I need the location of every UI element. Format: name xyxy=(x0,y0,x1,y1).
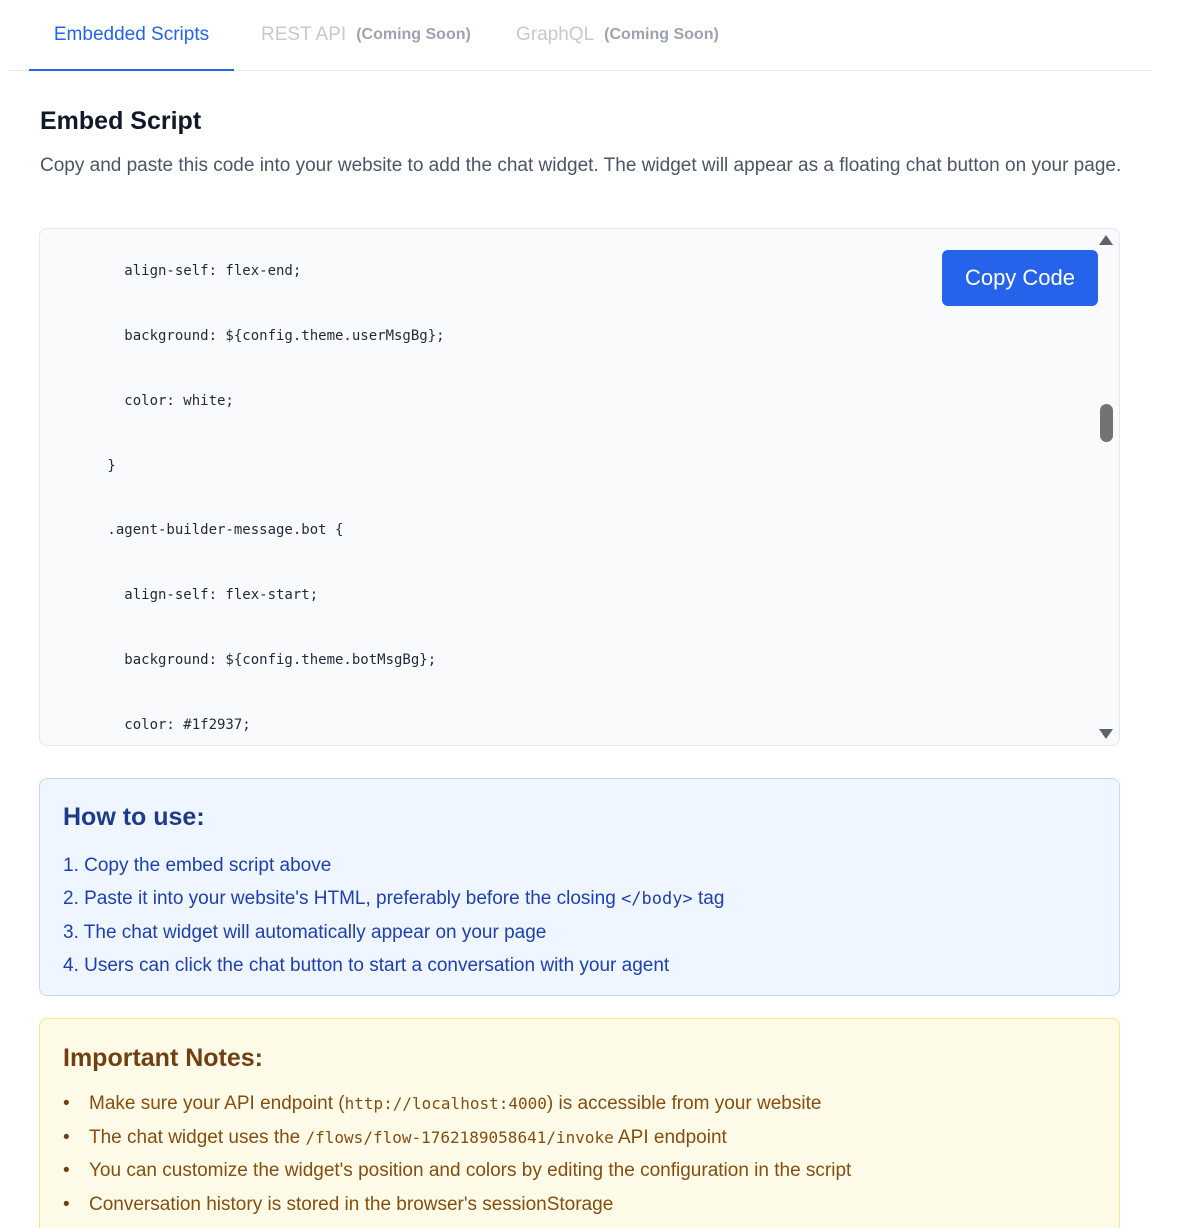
step-text: 3. The chat widget will automatically appear on your page xyxy=(63,922,547,943)
code-line: } xyxy=(40,457,116,474)
list-item xyxy=(63,1188,851,1222)
tab-embedded-scripts[interactable] xyxy=(29,0,234,71)
tab-rest-api[interactable] xyxy=(261,0,471,70)
scrollbar-thumb[interactable] xyxy=(1100,404,1113,442)
note-text: API endpoint xyxy=(613,1126,727,1148)
step-text: tag xyxy=(692,888,725,909)
list-item xyxy=(63,1121,851,1155)
scroll-down-arrow-icon[interactable] xyxy=(1099,729,1113,739)
inline-code: http://localhost:4000 xyxy=(344,1094,547,1113)
important-notes-panel xyxy=(39,1018,1120,1228)
embed-script-description: Copy and paste this code into your website to add the chat widget. The widget will appear as a floating chat button on your page. xyxy=(40,155,1122,176)
step-text: 4. Users can click the chat button to start a conversation with your agent xyxy=(63,955,670,976)
inline-code: /flows/flow-1762189058641/invoke xyxy=(305,1127,614,1147)
note-text: Make sure your API endpoint ( xyxy=(89,1093,345,1114)
embed-script-title: Embed Script xyxy=(40,107,202,135)
note-text: Conversation history is stored in the browser's sessionStorage xyxy=(89,1193,614,1215)
note-text: The chat widget uses the xyxy=(89,1126,306,1148)
scroll-up-arrow-icon[interactable] xyxy=(1099,235,1113,245)
copy-code-button[interactable]: Copy Code xyxy=(942,250,1098,306)
list-item xyxy=(63,1087,851,1121)
code-line: background: ${config.theme.botMsgBg}; xyxy=(40,651,437,668)
tab-label: Embedded Scripts xyxy=(53,23,210,45)
how-to-use-panel xyxy=(39,778,1120,996)
code-line: .agent-builder-message.bot { xyxy=(40,522,344,539)
tab-label: REST API xyxy=(261,24,347,45)
code-line: align-self: flex-end; xyxy=(40,263,302,280)
how-to-use-steps xyxy=(63,849,724,982)
code-block[interactable] xyxy=(39,228,1120,746)
code-line: background: ${config.theme.userMsgBg}; xyxy=(40,327,445,344)
tab-label: GraphQL xyxy=(516,24,595,45)
list-item xyxy=(63,1154,851,1188)
inline-code: </body> xyxy=(621,889,693,909)
coming-soon-label: (Coming Soon) xyxy=(356,26,471,43)
step-text: 2. Paste it into your website's HTML, preferably before the closing xyxy=(63,888,622,909)
coming-soon-label: (Coming Soon) xyxy=(604,26,719,43)
tab-graphql[interactable] xyxy=(516,0,719,70)
list-item xyxy=(63,949,724,982)
list-item xyxy=(63,849,724,882)
tab-bar xyxy=(8,0,1152,71)
list-item xyxy=(63,916,724,949)
step-text: 1. Copy the embed script above xyxy=(63,855,332,876)
list-item xyxy=(63,882,724,916)
code-line: align-self: flex-start; xyxy=(40,587,319,604)
how-to-use-title: How to use: xyxy=(63,803,205,831)
important-notes-list xyxy=(63,1087,851,1221)
code-line: color: white; xyxy=(40,392,234,409)
important-notes-title: Important Notes: xyxy=(63,1044,263,1072)
note-text: ) is accessible from your website xyxy=(546,1093,822,1114)
code-line: color: #1f2937; xyxy=(40,716,251,733)
note-text: You can customize the widget's position and colors by editing the configuration in the script xyxy=(89,1160,852,1181)
code-content xyxy=(40,228,1090,746)
